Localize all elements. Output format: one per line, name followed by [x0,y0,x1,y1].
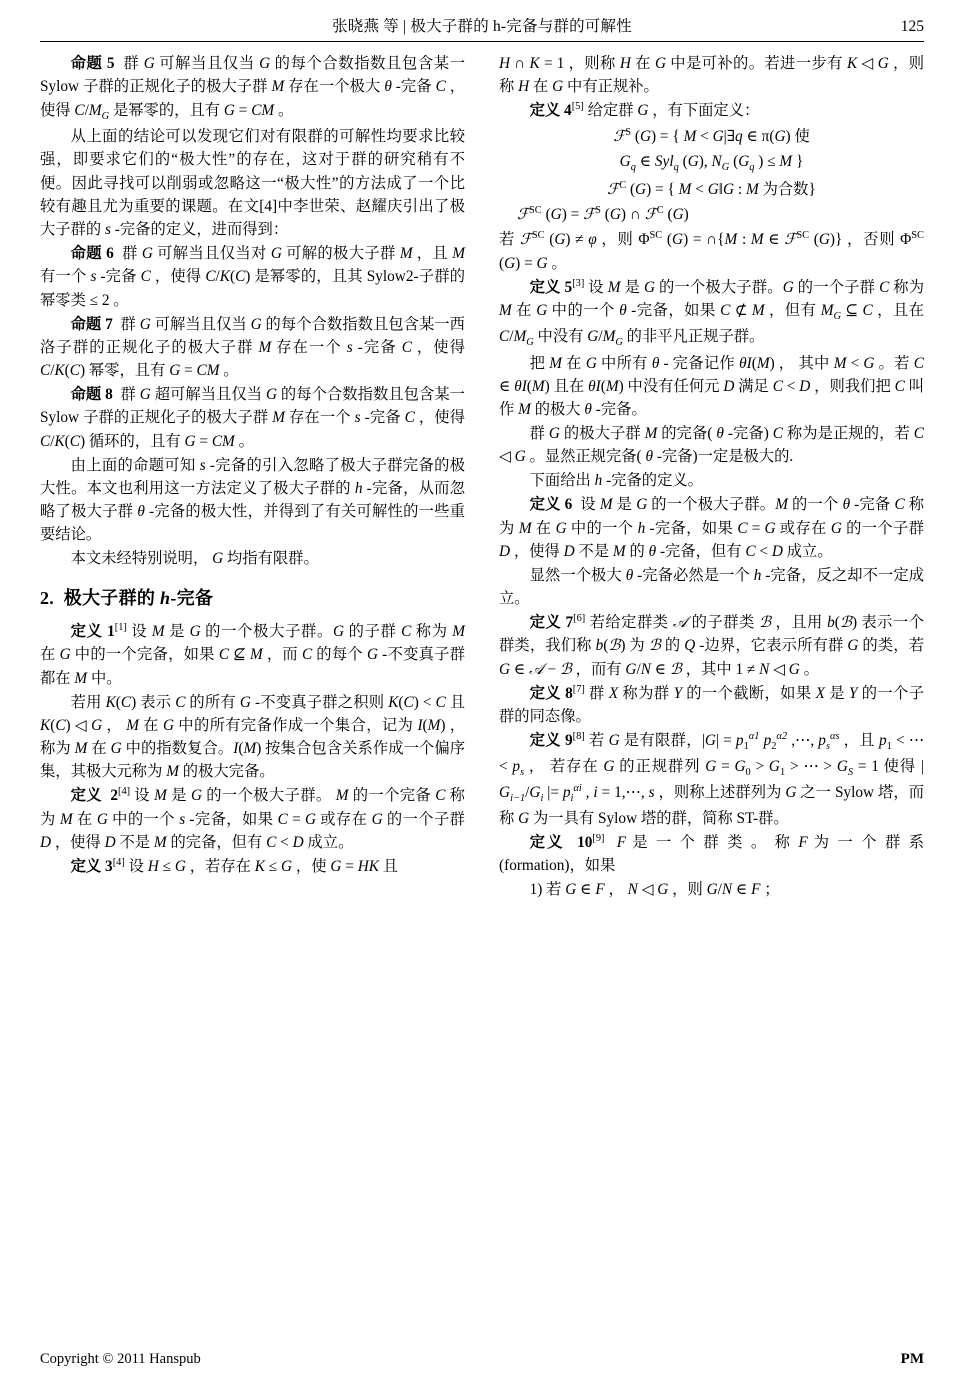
equation-FC: ℱ$^C$ (G) = { M < G‖G : M 为合数} [607,179,816,198]
copyright-text: Copyright © 2011 Hanspub [40,1351,201,1367]
proposition-6: 命题 6 群 G 可解当且仅当对 G 可解的极大子群 M ，且 M 有一个 s -完备 C ，使得 C/K(C) 是幂零的，且其 Sylow2-子群的幂零类 ≤ 2 。 [40,245,466,309]
equation-FSC: ℱ$^{SC}$ (G) = ℱ$^S$ (G) ∩ ℱ$^C$ (G) [517,205,689,224]
paragraph-complemented: H ∩ K = 1 ，则称 H 在 G 中是可补的。若进一步有 K ◁ G ，则称 H 在 G 中有正规补。 [499,55,924,96]
paragraph-maximal-theta: 显然一个极大 θ -完备必然是一个 h -完备，反之却不一定成立。 [499,566,925,608]
paragraph-K-of-C: 若用 K(C) 表示 C 的所有 G -不变真子群之积则 K(C) < C 且 K(C) ◁ G ， M 在 G 中的所有完备作成一个集合，记为 I(M) ，称为 M 在 G 中的指数复合。I(M) 按集合包含关系作成一个偏序集，其极大元称为 M 的极大完备。 [40,693,466,781]
definition-3: 定义 3[4] 设 H ≤ G ，若存在 K ≤ G ，使 G = HK 且 [70,856,399,875]
definition-5: 定义 5[3] 设 M 是 G 的一个极大子群。G 的一个子群 C 称为 M 在 G 中的一个 θ -完备，如果 C ⊄ M ，但有 $M_G$ ⊆ C ，且在 $C/M_G$ 中没有 $G/M_G$ 的非平凡正规子群。 [499,277,925,349]
running-head [40,14,924,41]
page-number: 125 [900,18,924,35]
definition-9: 定义 9[8] 若 G 是有限群，$|G| = p_1^{\alpha 1}$ $p_2^{\alpha 2}$ ,⋯, $p_s^{\alpha s}$ ，且 $p_1$ < ⋯ < $p_s$ ， 若存在 G 的正规群列 $G = G_0 > G_1$ > ⋯ > $G_S = 1$ 使得 | $G_{i-1}/G_i$ |= $p_i^{\alpha i}$ , i = 1,⋯, s ，则称上述群列为 G 之一 Sylow 塔，而称 G 为一具有 Sylow 塔的群，简称 ST-群。 [499,731,925,827]
left-column [40,52,465,879]
proposition-7: 命题 7 群 G 可解当且仅当 G 的每个合数指数且包含某一西洛子群的正规化子的极大子群 M 存在一个 s -完备 C ，使得 C/K(C) 幂零，且有 G = CM 。 [40,315,465,380]
definition-7: 定义 7[6] 若给定群类 𝒜 的子群类 ℬ ，且用 b(ℬ) 表示一个群类，我们称 b(ℬ) 为 ℬ 的 Q -边界，它表示所有群 G 的类，若 G ∈ 𝒜 − ℬ ，而有 G/N ∈ ℬ ，其中 1 ≠ N ◁ G 。 [499,613,925,678]
paragraph-motivation: 从上面的结论可以发现它们对有限群的可解性均要求比较强，即要求它们的“极大性”的存在，这对于群的研究稍有不便。因此寻找可以削弱或忽略这一“极大性”的方法成了一个比较有趣且尤为重要的课题。在文[4]中李世荣、赵耀庆引出了极大子群的 s -完备的定义，进而得到： [40,128,465,239]
paragraph-h-complement-intro: 由上面的命题可知 s -完备的引入忽略了极大子群完备的极大性。本文也利用这一方法定义了极大子群的 h -完备，从而忽略了极大子群 θ -完备的极大性，并得到了有关可解性的一些重要结论。 [40,456,466,544]
paragraph-theta-I: 把 M 在 G 中所有 θ - 完备记作 θI(M) ， 其中 M < G 。若 C ∈ θI(M) 且在 θI(M) 中没有任何元 D 满足 C < D ，则我们把 C 叫作 M 的极大 θ -完备。 [499,354,925,419]
paragraph-h-definition-lead: 下面给出 h -完备的定义。 [529,472,703,490]
paragraph-PhiSC: 若 ℱ$^{SC}$ (G) ≠ φ ，则 $\Phi^{SC}$ (G) = ∩{M : M ∈ ℱ$^{SC}$ (G)} ，否则 $\Phi^{SC}$ (G) = G 。 [499,230,924,272]
definition-10: 定义 10[9] F 是 一 个 群 类 。 称 F 为 一 个 群 系 (formation)，如果 [499,832,924,875]
equation-Gq: $G_q$ ∈ Syl$_q$ (G), $N_G$ ($G_q$ ) ≤ M } [619,152,804,173]
definition-2: 定义 2[4] 设 M 是 G 的一个极大子群。 M 的一个完备 C 称为 M 在 G 中的一个 s -完备，如果 C = G 或存在 G 的一个子群 D ，使得 D 不是 M 的完备，但有 C < D 成立。 [40,786,465,851]
right-column [499,52,924,902]
paragraph-convention: 本文未经特别说明， G 均指有限群。 [70,550,319,568]
definition-4: 定义 4[5] 给定群 G ，有下面定义： [529,101,760,120]
journal-mark: PM [900,1351,924,1367]
section-heading-2: 2. 极大子群的 h-完备 [40,587,214,608]
proposition-8: 命题 8 群 G 超可解当且仅当 G 的每个合数指数且包含某一 Sylow 子群的正规化子的极大子群 M 存在一个 s -完备 C ，使得 C/K(C) 循环的，且有 G = CM 。 [40,386,465,450]
page-footer [40,1351,924,1368]
definition-10-item-1: 1) 若 G ∈ F ， N ◁ G ，则 G/N ∈ F ； [529,881,780,899]
equation-FS: ℱ$^S$ (G) = { M < G|∃q ∈ π(G) 使 [613,126,810,145]
definition-8: 定义 8[7] 群 X 称为群 Y 的一个截断，如果 X 是 Y 的一个子群的同态像。 [499,683,924,726]
proposition-5: 命题 5 群 G 可解当且仅当 G 的每个合数指数且包含某一 Sylow 子群的正规化子的极大子群 M 存在一个极大 θ -完备 C ，使得 $C/M_G$ 是幂零的，且有 G = CM 。 [40,55,465,122]
running-head-title: 张晓燕 等 | 极大子群的 h-完备与群的可解性 [332,18,632,35]
header-rule [40,41,924,42]
definition-6: 定义 6 设 M 是 G 的一个极大子群。M 的一个 θ -完备 C 称为 M 在 G 中的一个 h -完备，如果 C = G 或存在 G 的一个子群 D ，使得 D 不是 M 的 θ -完备，但有 C < D 成立。 [499,496,925,560]
definition-1: 定义 1[1] 设 M 是 G 的一个极大子群。G 的子群 C 称为 M 在 G 中的一个完备，如果 C ⊈ M ，而 C 的每个 G -不变真子群都在 M 中。 [40,621,466,687]
two-column-body [40,52,924,902]
paragraph-normal-complement: 群 G 的极大子群 M 的完备( θ -完备) C 称为是正规的，若 C ◁ G 。显然正规完备( θ -完备)一定是极大的. [499,425,924,466]
